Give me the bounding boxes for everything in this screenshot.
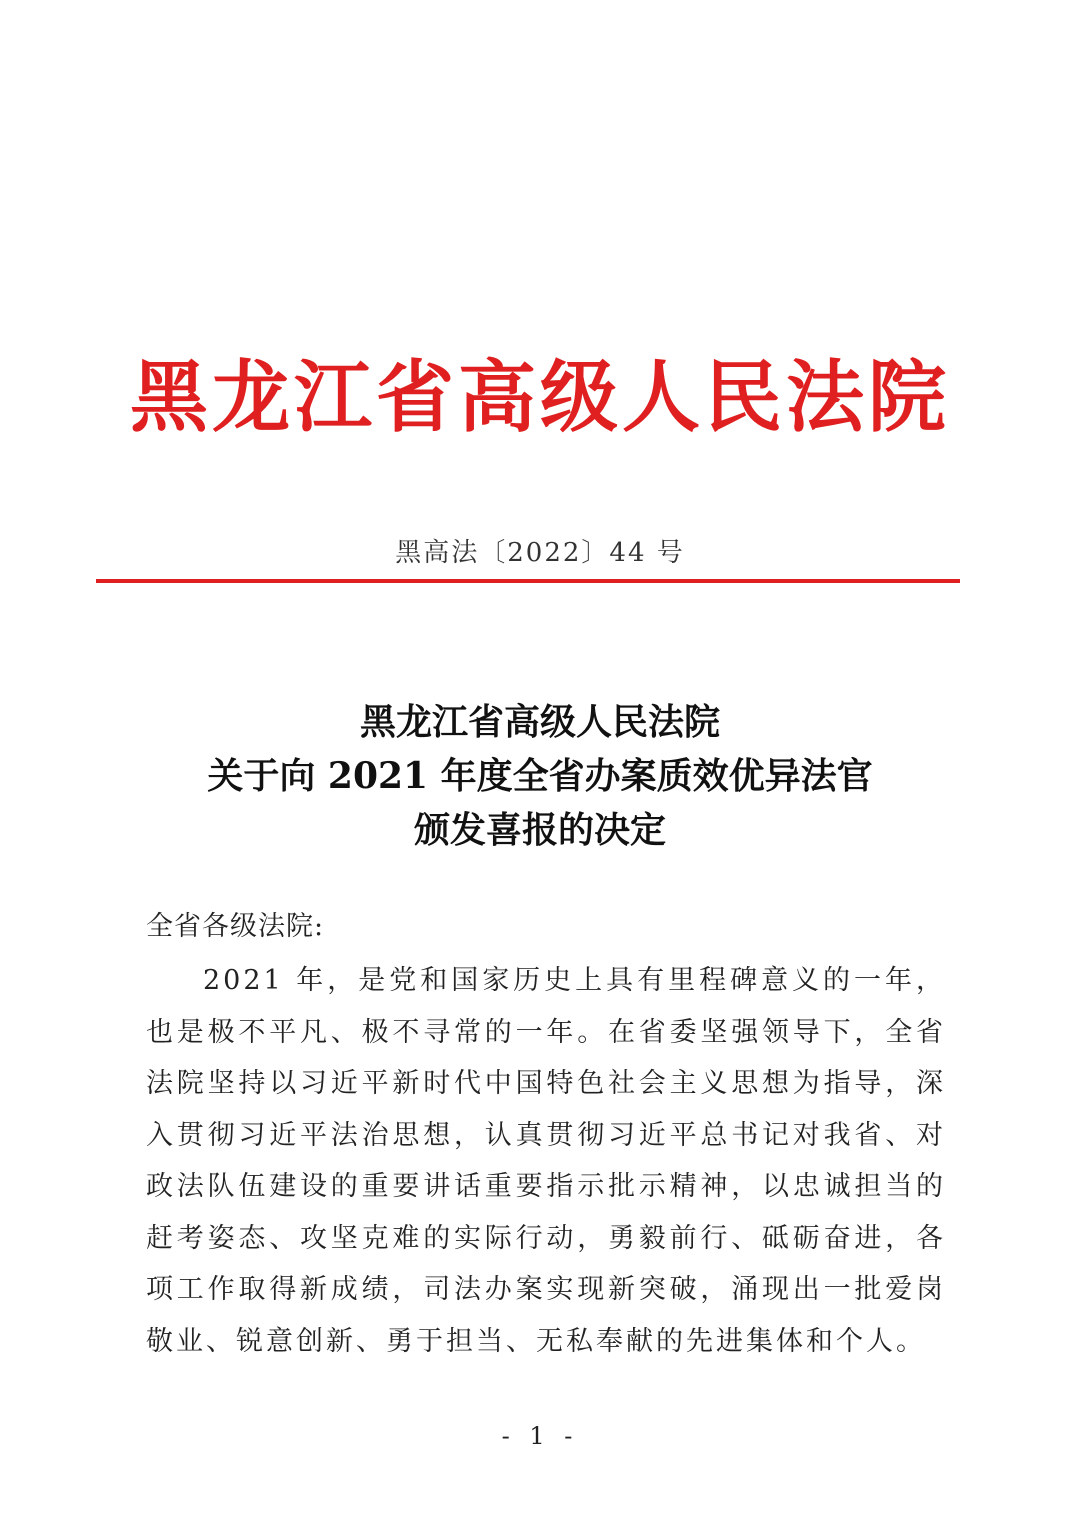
title-line-1: 黑龙江省高级人民法院 — [359, 701, 720, 743]
body-paragraph: 2021 年，是党和国家历史上具有里程碑意义的一年，也是极不平凡、极不寻常的一年。在省委坚强领导下，全省法院坚持以习近平新时代中国特色社会主义思想为指导，深入贯彻习近平法治思想，认真贯彻习近平总书记对我省、对政法队伍建设的重要讲话重要指示批示精神，以忠诚担当的赶考姿态、攻坚克难的实际行动，勇毅前行、砥砺奋进，各项工作取得新成绩，司法办案实现新突破，涌现出一批爱岗敬业、锐意创新、勇于担当、无私奉献的先进集体和个人。 — [146, 965, 946, 1357]
document-title — [0, 695, 1080, 857]
document-number: 黑高法〔2022〕44 号 — [395, 538, 685, 568]
title-line-3: 颁发喜报的决定 — [413, 809, 666, 851]
red-separator-line — [96, 579, 960, 583]
title-line-2: 关于向 2021 年度全省办案质效优异法官 — [207, 755, 873, 797]
issuer-red-header: 黑龙江省高级人民法院 — [129, 352, 950, 443]
salutation: 全省各级法院: — [146, 911, 325, 942]
page-number: - 1 - — [501, 1422, 579, 1450]
